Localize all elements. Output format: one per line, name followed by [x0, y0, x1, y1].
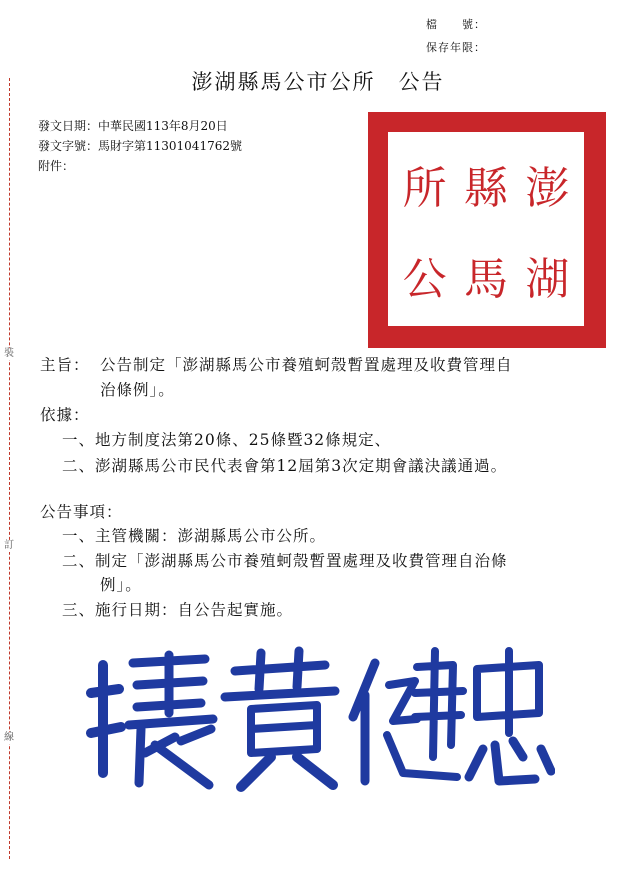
document-title: 澎湖縣馬公市公所 公告 — [191, 70, 445, 94]
binding-mark-zhuang: 裝 — [0, 348, 18, 360]
seal-char: 湖 — [525, 253, 570, 305]
retention-label: 保存年限： — [426, 41, 486, 54]
binding-mark-ding: 訂 — [0, 540, 18, 552]
basis-item-2: 二、澎湖縣馬公市民代表會第12屆第3次定期會議決議通過。 — [62, 457, 508, 475]
matters-item-2-line-1: 二、制定「澎湖縣馬公市養殖蚵殼暫置處理及收費管理自治條 — [62, 552, 508, 570]
seal-char: 縣 — [463, 162, 508, 214]
matters-item-3: 三、施行日期：自公告起實施。 — [62, 601, 294, 619]
seal-char: 馬 — [463, 253, 508, 305]
issue-date: 發文日期：中華民國113年8月20日 — [38, 119, 228, 133]
matters-label: 公告事項： — [40, 503, 123, 521]
matters-item-2-line-2: 例」。 — [100, 576, 142, 594]
seal-char: 所 — [402, 162, 447, 214]
binding-mark-xian: 線 — [0, 732, 18, 744]
subject-line-2: 治條例」。 — [100, 381, 175, 399]
document-number: 發文字號：馬財字第11301041762號 — [38, 139, 242, 153]
basis-label: 依據： — [40, 406, 90, 424]
basis-item-1: 一、地方制度法第20條、25條暨32條規定、 — [62, 431, 392, 449]
subject-label: 主旨： — [40, 356, 90, 374]
official-seal — [368, 112, 606, 348]
seal-char: 公 — [402, 253, 447, 305]
seal-char: 澎 — [525, 162, 570, 214]
file-number-label: 檔 號： — [426, 18, 486, 31]
matters-item-1: 一、主管機關：澎湖縣馬公市公所。 — [62, 527, 327, 545]
attachment-label: 附件： — [38, 159, 75, 173]
subject-line-1: 公告制定「澎湖縣馬公市養殖蚵殼暫置處理及收費管理自 — [100, 356, 513, 374]
signature — [85, 645, 555, 795]
